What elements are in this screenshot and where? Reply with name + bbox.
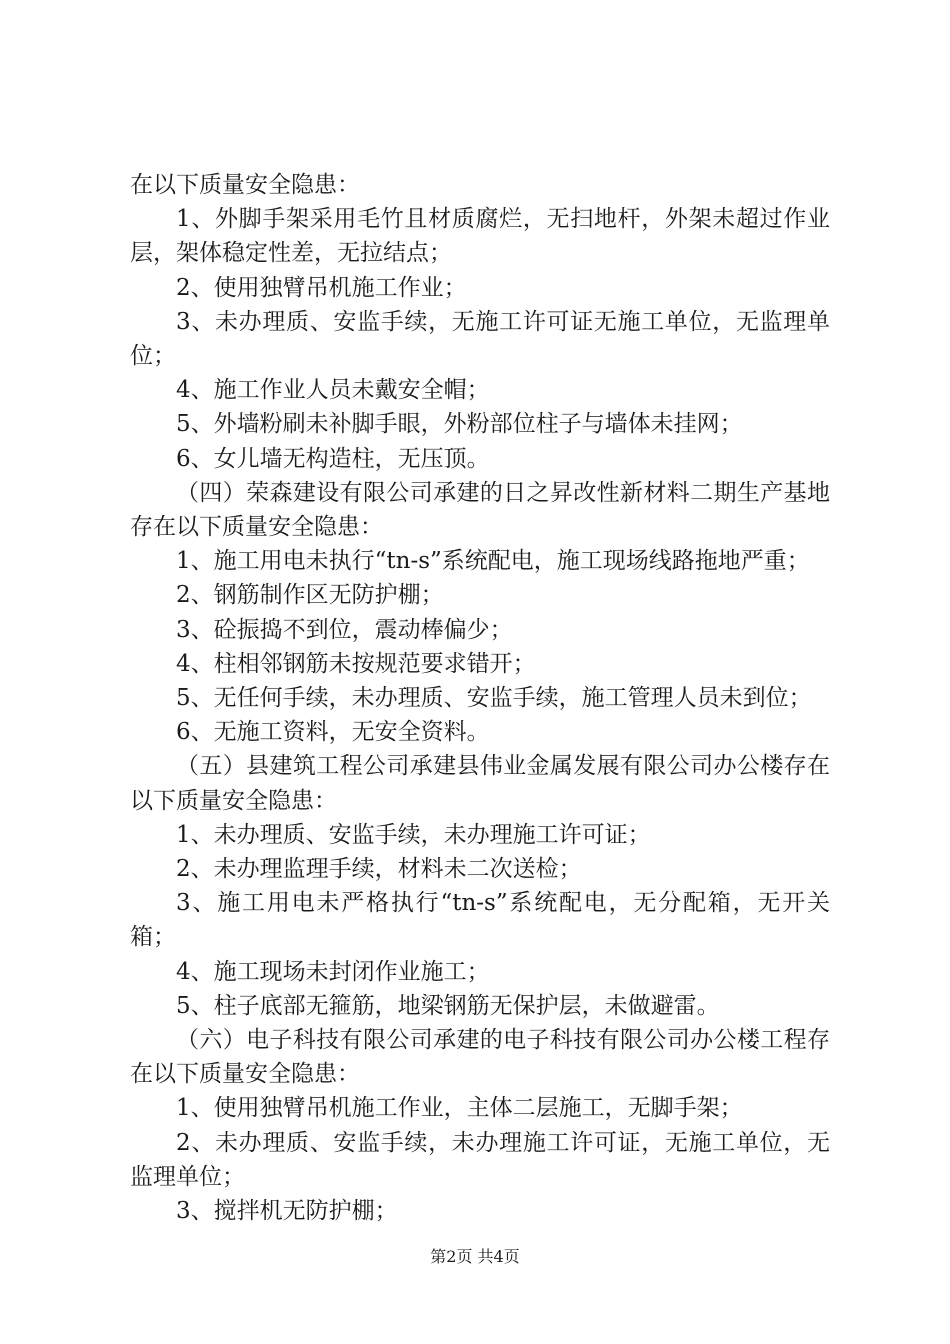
list-item: 3、砼振捣不到位，震动棒偏少； [176, 616, 513, 643]
list-item: 2、使用独臂吊机施工作业； [176, 274, 467, 301]
list-item: 1、未办理质、安监手续，未办理施工许可证； [176, 821, 651, 848]
list-item: 2、未办理监理手续，材料未二次送检； [176, 856, 582, 883]
list-item: 4、柱相邻钢筋未按规范要求错开； [176, 650, 536, 677]
page-footer: 第2页 共4页 [430, 1247, 520, 1266]
list-item: 2、钢筋制作区无防护棚； [176, 582, 444, 609]
list-item: 3、施工用电未严格执行“tn-s”系统配电，无分配箱，无开关箱； [130, 890, 830, 951]
section-heading: （四）荣森建设有限公司承建的日之昇改性新材料二期生产基地存在以下质量安全隐患： [130, 479, 830, 541]
list-item: 5、外墙粉刷未补脚手眼，外粉部位柱子与墙体未挂网； [176, 411, 743, 438]
list-item: 2、未办理质、安监手续，未办理施工许可证，无施工单位，无监理单位； [130, 1129, 830, 1190]
list-item: 4、施工现场未封闭作业施工； [176, 958, 490, 985]
document-body [130, 168, 830, 1228]
paragraph: 在以下质量安全隐患： [130, 172, 360, 198]
list-item: 1、使用独臂吊机施工作业，主体二层施工，无脚手架； [176, 1095, 743, 1122]
list-item: 1、施工用电未执行“tn-s”系统配电，施工现场线路拖地严重； [176, 548, 810, 575]
list-item: 6、女儿墙无构造柱，无压顶。 [176, 445, 490, 472]
list-item: 3、搅拌机无防护棚； [176, 1198, 398, 1225]
list-item: 4、施工作业人员未戴安全帽； [176, 377, 490, 404]
section-heading: （五）县建筑工程公司承建县伟业金属发展有限公司办公楼存在以下质量安全隐患： [130, 753, 830, 814]
list-item: 5、柱子底部无箍筋，地梁钢筋无保护层，未做避雷。 [176, 992, 720, 1019]
list-item: 5、无任何手续，未办理质、安监手续，施工管理人员未到位； [176, 685, 812, 712]
list-item: 6、无施工资料，无安全资料。 [176, 719, 490, 746]
list-item: 1、外脚手架采用毛竹且材质腐烂，无扫地杆，外架未超过作业层，架体稳定性差，无拉结点； [130, 206, 830, 267]
section-heading: （六）电子科技有限公司承建的电子科技有限公司办公楼工程存在以下质量安全隐患： [130, 1027, 830, 1088]
list-item: 3、未办理质、安监手续，无施工许可证无施工单位，无监理单位； [130, 308, 830, 370]
